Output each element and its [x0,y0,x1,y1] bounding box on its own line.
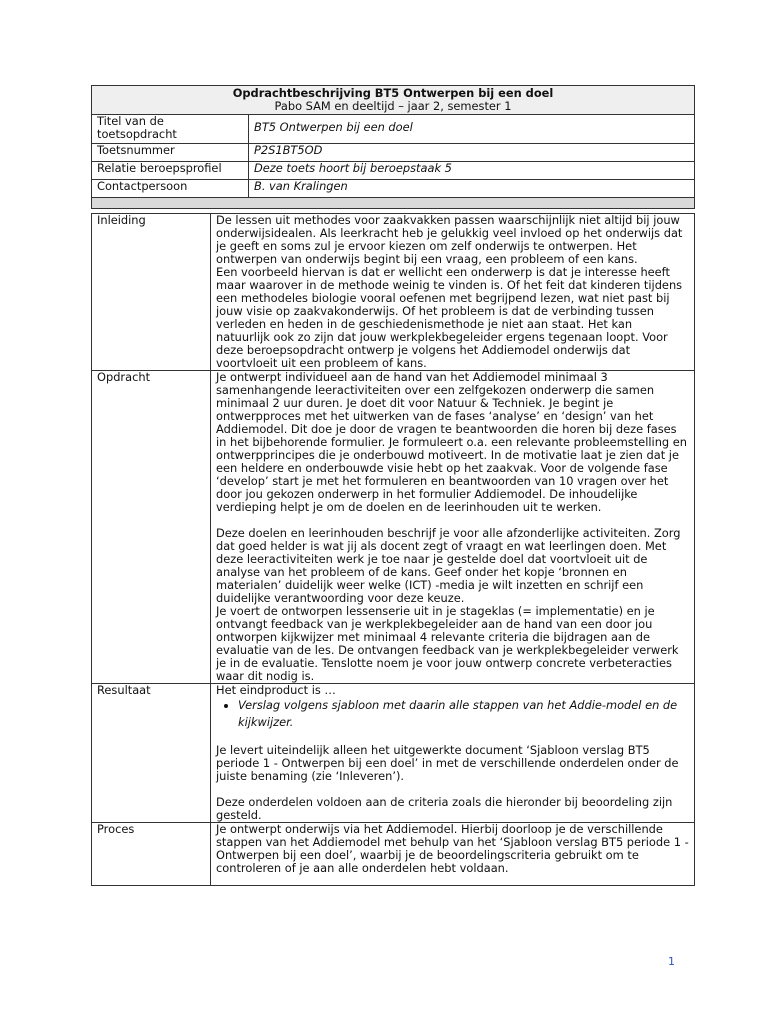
meta-row-toetsnummer [92,144,695,162]
section-label: Inleiding [92,214,211,371]
meta-label: Contactpersoon [92,180,249,198]
document-subtitle: Pabo SAM en deeltijd – jaar 2, semester 1 [274,99,512,113]
opdracht-paragraph: Je voert de ontworpen lessenserie uit in je stageklas (= implementatie) en je ontvangt feedback van je werkplekbegeleider aan de hand van een door jou ontworpen kijkwijzer met minimaal 4 relevante criteria die bijdragen aan de evaluatie van de les. De ontvangen feedback van je werkplekbegeleider verwerk je in de evaluatie. Tenslotte noem je voor jouw ontwerp concrete verbeteracties waar dit nodig is. [216,604,679,683]
header-table [91,85,695,209]
section-label: Resultaat [92,684,211,823]
resultaat-paragraph: Deze onderdelen voldoen aan de criteria zoals die hieronder bij beoordeling zijn gesteld. [216,795,673,822]
inleiding-paragraph: De lessen uit methodes voor zaakvakken passen waarschijnlijk niet altijd bij jouw onderwijsidealen. Als leerkracht heb je gelukkig veel invloed op het onderwijs dat je geeft en soms zul je ervoor kiezen om zelf onderwijs te ontwerpen. Het ontwerpen van onderwijs begint bij een vraag, een probleem of een kans. [216,213,683,266]
section-proces [92,823,695,886]
meta-value: Deze toets hoort bij beroepstaak 5 [249,162,695,180]
meta-row-title [92,115,695,144]
meta-label: Titel van de toetsopdracht [92,115,249,144]
section-inleiding [92,214,695,371]
document-title: Opdrachtbeschrijving BT5 Ontwerpen bij een doel [232,86,554,100]
meta-row-contactpersoon [92,180,695,198]
meta-label: Relatie beroepsprofiel [92,162,249,180]
divider-row [92,198,695,209]
resultaat-list [216,697,689,731]
page-number: 1 [668,955,675,968]
meta-value: B. van Kralingen [249,180,695,198]
resultaat-paragraph: Je levert uiteindelijk alleen het uitgewerkte document ‘Sjabloon verslag BT5 periode 1 - Ontwerpen bij een doel’ in met de verschillende onderdelen onder de juiste benaming (zie ‘Inleveren’). [216,743,679,783]
resultaat-bullet: • Verslag volgens sjabloon met daarin alle stappen van het Addie-model en de kijkwijzer. [238,697,689,731]
section-label: Proces [92,823,211,886]
inleiding-paragraph: Een voorbeeld hiervan is dat er wellicht een onderwerp is dat je interesse heeft maar waarover in de methode weinig te vinden is. Of het feit dat kinderen tijdens een methodeles biologie vooral oefenen met begrijpend lezen, wat niet past bij jouw visie op zaakvakonderwijs. Of het probleem is dat de verbinding tussen verleden en heden in de geschiedenismethode je niet aan staat. Het kan natuurlijk ook zo zijn dat jouw werkplekbegeleider ergens tegenaan loopt. Voor deze beroepsopdracht ontwerp je volgens het Addiemodel onderwijs dat voortvloeit uit een probleem of kans. [216,265,683,370]
meta-label: Toetsnummer [92,144,249,162]
opdracht-paragraph: Deze doelen en leerinhouden beschrijf je voor alle afzonderlijke activiteiten. Zorg dat goed helder is wat jij als docent zegt of vraagt en wat leerlingen doen. Met deze leeractiviteiten werk je toe naar je gestelde doel dat voortvloeit uit de analyse van het probleem of de kans. Geef onder het kopje ‘bronnen en materialen’ duidelijk weer welke (ICT) -media je wilt inzetten en schrijf een duidelijke verantwoording voor deze keuze. [216,526,681,605]
sections-table [91,213,695,886]
meta-value: BT5 Ontwerpen bij een doel [249,115,695,144]
document-header [92,86,695,115]
proces-paragraph: Je ontwerpt onderwijs via het Addiemodel. Hierbij doorloop je de verschillende stappen van het Addiemodel met behulp van het ‘Sjabloon verslag BT5 periode 1 - Ontwerpen bij een doel’, waarbij je de beoordelingscriteria gebruikt om te controleren of je aan alle onderdelen hebt voldaan. [216,822,689,875]
meta-value: P2S1BT5OD [249,144,695,162]
section-label: Opdracht [92,371,211,684]
meta-row-beroepsprofiel [92,162,695,180]
section-opdracht [92,371,695,684]
resultaat-intro: Het eindproduct is … [216,683,336,697]
assignment-document [91,85,695,886]
opdracht-paragraph: Je ontwerpt individueel aan de hand van het Addiemodel minimaal 3 samenhangende leeractiviteiten over een zelfgekozen onderwerp die samen minimaal 2 uur duren. Je doet dit voor Natuur & Techniek. Je begint je ontwerpproces met het uitwerken van de fases ‘analyse’ en ‘design’ van het Addiemodel. Dit doe je door de vragen te beantwoorden die horen bij deze fases in het bijbehorende formulier. Je formuleert o.a. een relevante probleemstelling en ontwerpprincipes die je onderbouwd motiveert. In de motivatie laat je zien dat je een heldere en onderbouwde visie hebt op het zaakvak. Voor de volgende fase ‘develop’ start je met het formuleren en beantwoorden van 10 vragen over het door jou gekozen onderwerp in het formulier Addiemodel. De inhoudelijke verdieping helpt je om de doelen en de leerinhouden uit te werken. [216,370,687,514]
section-resultaat [92,684,695,823]
